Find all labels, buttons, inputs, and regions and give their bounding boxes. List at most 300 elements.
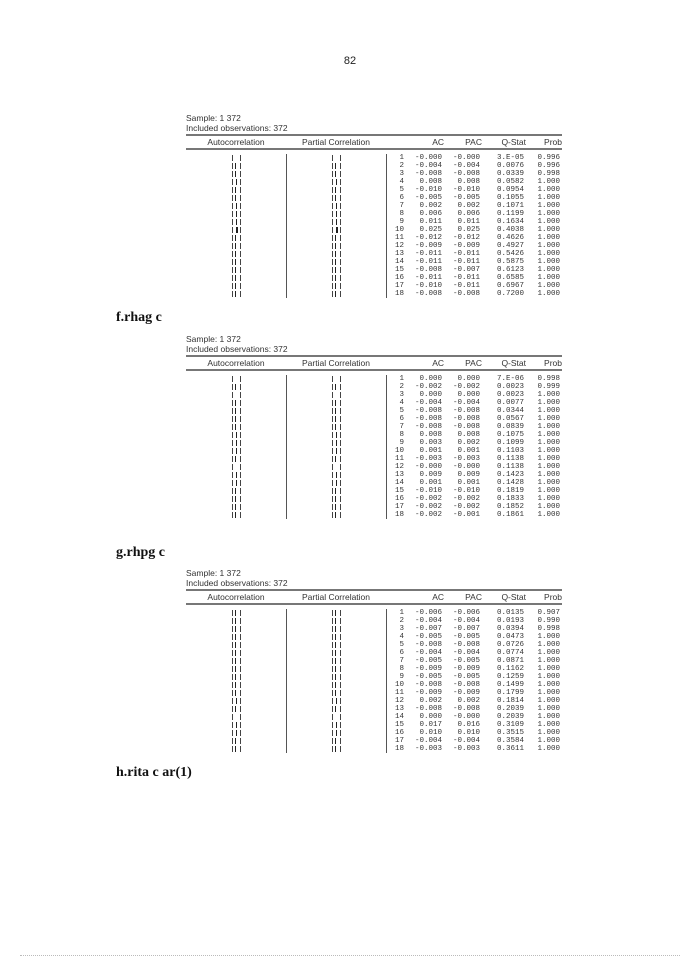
prob-cell: 0.999 [537,383,560,391]
table-row [186,194,562,202]
correlation-bar [235,243,236,249]
autocorrelation-graph [186,665,286,673]
q-stat-cell: 0.1861 [496,511,524,519]
correlation-bar [336,432,337,438]
zero-line-tick [240,472,241,478]
lag-cell: 18 [394,290,404,298]
lag-cell: 16 [394,274,404,282]
table-row [186,154,562,162]
partial-correlation-graph [286,210,386,218]
pac-cell: 0.008 [457,178,480,186]
autocorrelation-graph [186,431,286,439]
prob-cell: 1.000 [537,202,560,210]
correlation-bar [335,384,336,390]
ac-cell: -0.010 [414,487,442,495]
partial-correlation-graph [286,202,386,210]
zero-line-tick [232,456,233,462]
correlation-bar [335,424,336,430]
table-row [186,503,562,511]
lag-cell: 7 [399,423,404,431]
prob-cell: 1.000 [537,407,560,415]
zero-line-tick [240,275,241,281]
q-stat-cell: 0.6123 [496,266,524,274]
zero-line-tick [232,219,233,225]
correlation-bar [235,496,236,502]
correlation-bar [235,424,236,430]
autocorrelation-graph [186,170,286,178]
correlation-bar [236,432,237,438]
table-header [186,355,562,371]
zero-line-tick [332,259,333,265]
prob-cell: 1.000 [537,487,560,495]
column-divider [386,609,387,753]
correlation-bar [335,610,336,616]
correlation-bar [335,408,336,414]
prob-cell: 1.000 [537,391,560,399]
table-row [186,721,562,729]
zero-line-tick [332,251,333,257]
header-prob: Prob [544,592,562,602]
pac-cell: -0.002 [452,503,480,511]
prob-cell: 1.000 [537,463,560,471]
correlation-bar [235,488,236,494]
partial-correlation-graph [286,737,386,745]
q-stat-cell: 0.2039 [496,713,524,721]
pac-cell: -0.008 [452,423,480,431]
zero-line-tick [240,251,241,257]
header-lag-space [386,357,406,369]
ac-cell: 0.001 [419,447,442,455]
q-stat-cell: 0.1428 [496,479,524,487]
table-row [186,423,562,431]
correlation-bar [236,722,237,728]
ac-cell: -0.008 [414,681,442,689]
correlation-bar [335,251,336,257]
header-autocorrelation: Autocorrelation [207,592,265,602]
lag-cell: 12 [394,463,404,471]
prob-cell: 1.000 [537,423,560,431]
zero-line-tick [332,171,333,177]
autocorrelation-graph [186,266,286,274]
zero-line-tick [332,722,333,728]
table-row [186,383,562,391]
q-stat-cell: 0.6585 [496,274,524,282]
ac-cell: -0.010 [414,282,442,290]
autocorrelation-graph [186,721,286,729]
lag-cell: 6 [399,415,404,423]
zero-line-tick [232,618,233,624]
lag-cell: 17 [394,503,404,511]
q-stat-cell: 0.0839 [496,423,524,431]
zero-line-tick [232,448,233,454]
table-row [186,713,562,721]
pac-cell: 0.002 [457,202,480,210]
ac-cell: -0.003 [414,745,442,753]
zero-line-tick [240,746,241,752]
zero-line-tick [340,392,341,398]
table-row [186,697,562,705]
correlation-bar [235,666,236,672]
q-stat-cell: 3.E-05 [496,154,524,162]
prob-cell: 1.000 [537,186,560,194]
zero-line-tick [240,674,241,680]
autocorrelation-graph [186,681,286,689]
partial-correlation-graph [286,415,386,423]
zero-line-tick [240,456,241,462]
lag-cell: 11 [394,455,404,463]
zero-line-tick [240,163,241,169]
prob-cell: 1.000 [537,657,560,665]
partial-correlation-graph [286,250,386,258]
autocorrelation-graph [186,729,286,737]
correlation-bar [335,171,336,177]
zero-line-tick [232,163,233,169]
q-stat-cell: 0.1138 [496,455,524,463]
ac-cell: -0.002 [414,383,442,391]
lag-cell: 5 [399,186,404,194]
zero-line-tick [332,618,333,624]
table-row [186,162,562,170]
autocorrelation-graph [186,649,286,657]
zero-line-tick [340,171,341,177]
correlation-bar [235,626,236,632]
zero-line-tick [240,504,241,510]
pac-cell: 0.000 [457,375,480,383]
lag-cell: 16 [394,729,404,737]
autocorrelation-graph [186,234,286,242]
lag-cell: 2 [399,383,404,391]
ac-cell: -0.002 [414,503,442,511]
partial-correlation-graph [286,383,386,391]
zero-line-tick [232,746,233,752]
ac-cell: -0.008 [414,423,442,431]
partial-correlation-graph [286,226,386,234]
zero-line-tick [340,291,341,297]
zero-line-tick [240,706,241,712]
zero-line-tick [232,674,233,680]
lag-cell: 13 [394,705,404,713]
zero-line-tick [232,187,233,193]
lag-cell: 9 [399,673,404,681]
partial-correlation-graph [286,689,386,697]
ac-cell: -0.000 [414,463,442,471]
pac-cell: 0.002 [457,697,480,705]
autocorrelation-graph [186,617,286,625]
partial-correlation-graph [286,705,386,713]
table-row [186,274,562,282]
ac-cell: -0.008 [414,290,442,298]
table-row [186,729,562,737]
zero-line-tick [240,291,241,297]
correlation-bar [235,291,236,297]
q-stat-cell: 0.6967 [496,282,524,290]
partial-correlation-graph [286,729,386,737]
zero-line-tick [332,211,333,217]
ac-cell: 0.008 [419,431,442,439]
zero-line-tick [340,267,341,273]
correlation-bar [335,187,336,193]
partial-correlation-graph [286,471,386,479]
zero-line-tick [340,746,341,752]
ac-cell: -0.008 [414,170,442,178]
autocorrelation-graph [186,194,286,202]
pac-cell: -0.005 [452,633,480,641]
correlation-bar [335,504,336,510]
zero-line-tick [232,408,233,414]
q-stat-cell: 0.3515 [496,729,524,737]
ac-cell: -0.005 [414,194,442,202]
header-partial-correlation: Partial Correlation [301,592,371,602]
zero-line-tick [232,259,233,265]
zero-line-tick [240,730,241,736]
partial-correlation-graph [286,266,386,274]
q-stat-cell: 0.0344 [496,407,524,415]
pac-cell: -0.004 [452,649,480,657]
pac-cell: -0.000 [452,463,480,471]
correlation-bar [335,642,336,648]
q-stat-cell: 0.1199 [496,210,524,218]
q-stat-cell: 0.1799 [496,689,524,697]
ac-cell: -0.006 [414,609,442,617]
zero-line-tick [332,738,333,744]
zero-line-tick [232,392,233,398]
ac-cell: 0.001 [419,479,442,487]
table-row [186,673,562,681]
zero-line-tick [240,432,241,438]
prob-cell: 1.000 [537,665,560,673]
table-header [186,589,562,605]
zero-line-tick [232,714,233,720]
zero-line-tick [240,626,241,632]
lag-cell: 4 [399,178,404,186]
pac-cell: -0.003 [452,745,480,753]
zero-line-tick [340,432,341,438]
q-stat-cell: 0.2039 [496,705,524,713]
table-body [186,375,562,519]
q-stat-cell: 0.7200 [496,290,524,298]
autocorrelation-graph [186,250,286,258]
zero-line-tick [232,384,233,390]
zero-line-tick [232,626,233,632]
partial-correlation-graph [286,178,386,186]
correlation-bar [235,267,236,273]
pac-cell: 0.001 [457,447,480,455]
table-row [186,471,562,479]
table-row [186,258,562,266]
prob-cell: 1.000 [537,737,560,745]
zero-line-tick [332,392,333,398]
q-stat-cell: 7.E-06 [496,375,524,383]
prob-cell: 0.990 [537,617,560,625]
zero-line-tick [332,472,333,478]
pac-cell: -0.009 [452,665,480,673]
table-header [186,134,562,150]
zero-line-tick [232,504,233,510]
autocorrelation-graph [186,162,286,170]
table-row [186,479,562,487]
header-autocorrelation: Autocorrelation [207,137,265,147]
zero-line-tick [332,179,333,185]
autocorrelation-graph [186,511,286,519]
prob-cell: 1.000 [537,218,560,226]
prob-cell: 1.000 [537,729,560,737]
ac-cell: -0.005 [414,657,442,665]
autocorrelation-graph [186,415,286,423]
zero-line-tick [340,187,341,193]
zero-line-tick [232,738,233,744]
prob-cell: 1.000 [537,431,560,439]
prob-cell: 1.000 [537,258,560,266]
zero-line-tick [232,179,233,185]
zero-line-tick [232,480,233,486]
zero-line-tick [340,512,341,518]
ac-cell: -0.008 [414,641,442,649]
zero-line-tick [232,267,233,273]
zero-line-tick [232,432,233,438]
pac-cell: -0.008 [452,681,480,689]
table-row [186,617,562,625]
lag-cell: 8 [399,210,404,218]
zero-line-tick [332,610,333,616]
q-stat-cell: 0.3584 [496,737,524,745]
header-partial-correlation: Partial Correlation [301,137,371,147]
zero-line-tick [340,472,341,478]
zero-line-tick [340,195,341,201]
partial-correlation-graph [286,186,386,194]
q-stat-cell: 0.1819 [496,487,524,495]
ac-cell: 0.009 [419,471,442,479]
correlation-bar [235,610,236,616]
correlation-bar [235,746,236,752]
correlation-bar [336,227,338,233]
prob-cell: 0.996 [537,154,560,162]
autocorrelation-graph [186,737,286,745]
header-ac: AC [432,592,444,602]
zero-line-tick [240,259,241,265]
zero-line-tick [232,464,233,470]
zero-line-tick [332,195,333,201]
partial-correlation-graph [286,625,386,633]
ac-cell: 0.000 [419,375,442,383]
ac-cell: -0.011 [414,258,442,266]
q-stat-cell: 0.0582 [496,178,524,186]
q-stat-cell: 0.0023 [496,383,524,391]
q-stat-cell: 0.1162 [496,665,524,673]
correlation-bar [335,618,336,624]
correlation-bar [336,472,337,478]
zero-line-tick [340,416,341,422]
correlation-bar [235,416,236,422]
zero-line-tick [340,203,341,209]
lag-cell: 1 [399,154,404,162]
partial-correlation-graph [286,713,386,721]
ac-cell: -0.011 [414,274,442,282]
autocorrelation-graph [186,463,286,471]
ac-cell: 0.002 [419,202,442,210]
ac-cell: 0.011 [419,218,442,226]
partial-correlation-graph [286,495,386,503]
partial-correlation-graph [286,154,386,162]
zero-line-tick [340,155,341,161]
zero-line-tick [340,408,341,414]
correlation-bar [235,163,236,169]
pac-cell: 0.010 [457,729,480,737]
table-row [186,375,562,383]
table-body [186,154,562,298]
autocorrelation-graph [186,495,286,503]
partial-correlation-graph [286,697,386,705]
pac-cell: 0.025 [457,226,480,234]
q-stat-cell: 0.1814 [496,697,524,705]
q-stat-cell: 0.1138 [496,463,524,471]
header-q-stat: Q-Stat [501,592,526,602]
correlation-bar [335,650,336,656]
correlation-bar [335,488,336,494]
correlation-bar [236,472,237,478]
correlation-bar [335,163,336,169]
prob-cell: 1.000 [537,479,560,487]
lag-cell: 14 [394,713,404,721]
autocorrelation-graph [186,641,286,649]
header-partial-correlation: Partial Correlation [301,358,371,368]
zero-line-tick [240,416,241,422]
zero-line-tick [240,203,241,209]
autocorrelation-graph [186,503,286,511]
ac-cell: -0.010 [414,186,442,194]
partial-correlation-graph [286,641,386,649]
lag-cell: 15 [394,721,404,729]
zero-line-tick [332,424,333,430]
zero-line-tick [240,666,241,672]
table-row [186,250,562,258]
autocorrelation-graph [186,713,286,721]
autocorrelation-graph [186,258,286,266]
autocorrelation-graph [186,375,286,383]
autocorrelation-graph [186,178,286,186]
lag-cell: 17 [394,282,404,290]
q-stat-cell: 0.0193 [496,617,524,625]
zero-line-tick [232,171,233,177]
prob-cell: 1.000 [537,681,560,689]
zero-line-tick [240,698,241,704]
zero-line-tick [232,227,233,233]
correlation-bar [236,440,237,446]
prob-cell: 1.000 [537,633,560,641]
zero-line-tick [240,227,241,233]
correlation-bar [236,219,237,225]
zero-line-tick [340,642,341,648]
zero-line-tick [340,706,341,712]
q-stat-cell: 0.1423 [496,471,524,479]
zero-line-tick [340,448,341,454]
zero-line-tick [340,480,341,486]
ac-cell: -0.004 [414,617,442,625]
q-stat-cell: 0.0726 [496,641,524,649]
page-bottom-rule [20,955,680,956]
autocorrelation-graph [186,471,286,479]
lag-cell: 9 [399,218,404,226]
correlation-bar [335,658,336,664]
pac-cell: -0.008 [452,705,480,713]
table-row [186,242,562,250]
zero-line-tick [240,155,241,161]
zero-line-tick [332,291,333,297]
zero-line-tick [340,730,341,736]
lag-cell: 13 [394,250,404,258]
q-stat-cell: 0.5426 [496,250,524,258]
correlation-bar [235,738,236,744]
ac-cell: -0.004 [414,162,442,170]
